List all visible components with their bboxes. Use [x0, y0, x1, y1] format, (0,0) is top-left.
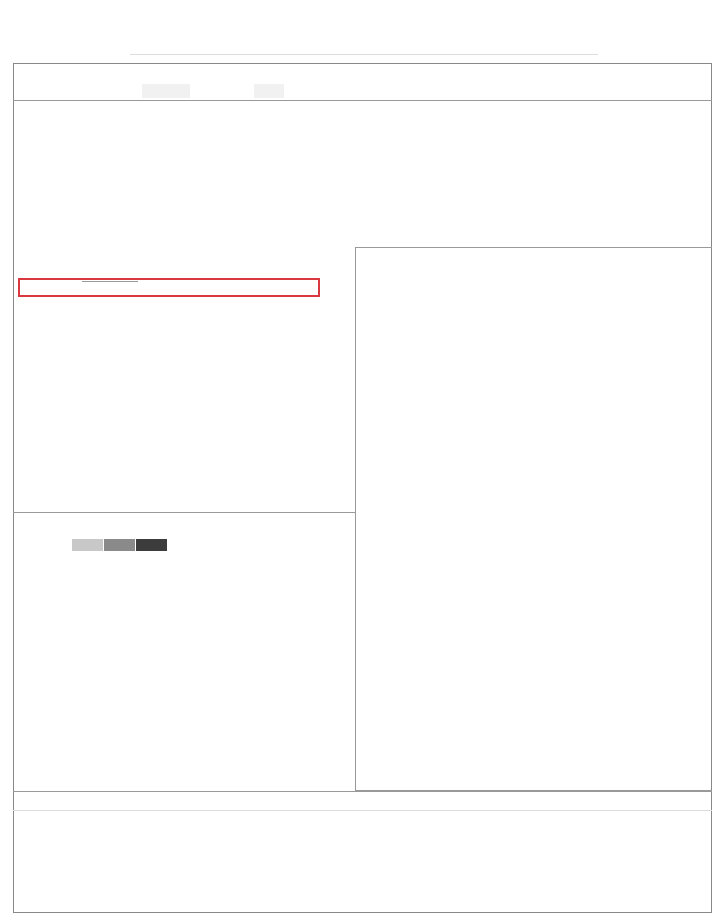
age-equivalent-value	[82, 281, 138, 282]
legend-severe	[136, 539, 167, 551]
divider	[13, 100, 712, 101]
name-value	[142, 84, 190, 98]
divider	[13, 810, 712, 811]
gender-value	[254, 84, 284, 98]
legend-normal	[72, 539, 103, 551]
age-equivalent-highlight	[18, 278, 320, 297]
title-underline	[130, 54, 598, 55]
divider	[13, 512, 356, 513]
divider	[13, 791, 712, 792]
legend-mild	[104, 539, 135, 551]
ladder-chart	[356, 248, 711, 790]
